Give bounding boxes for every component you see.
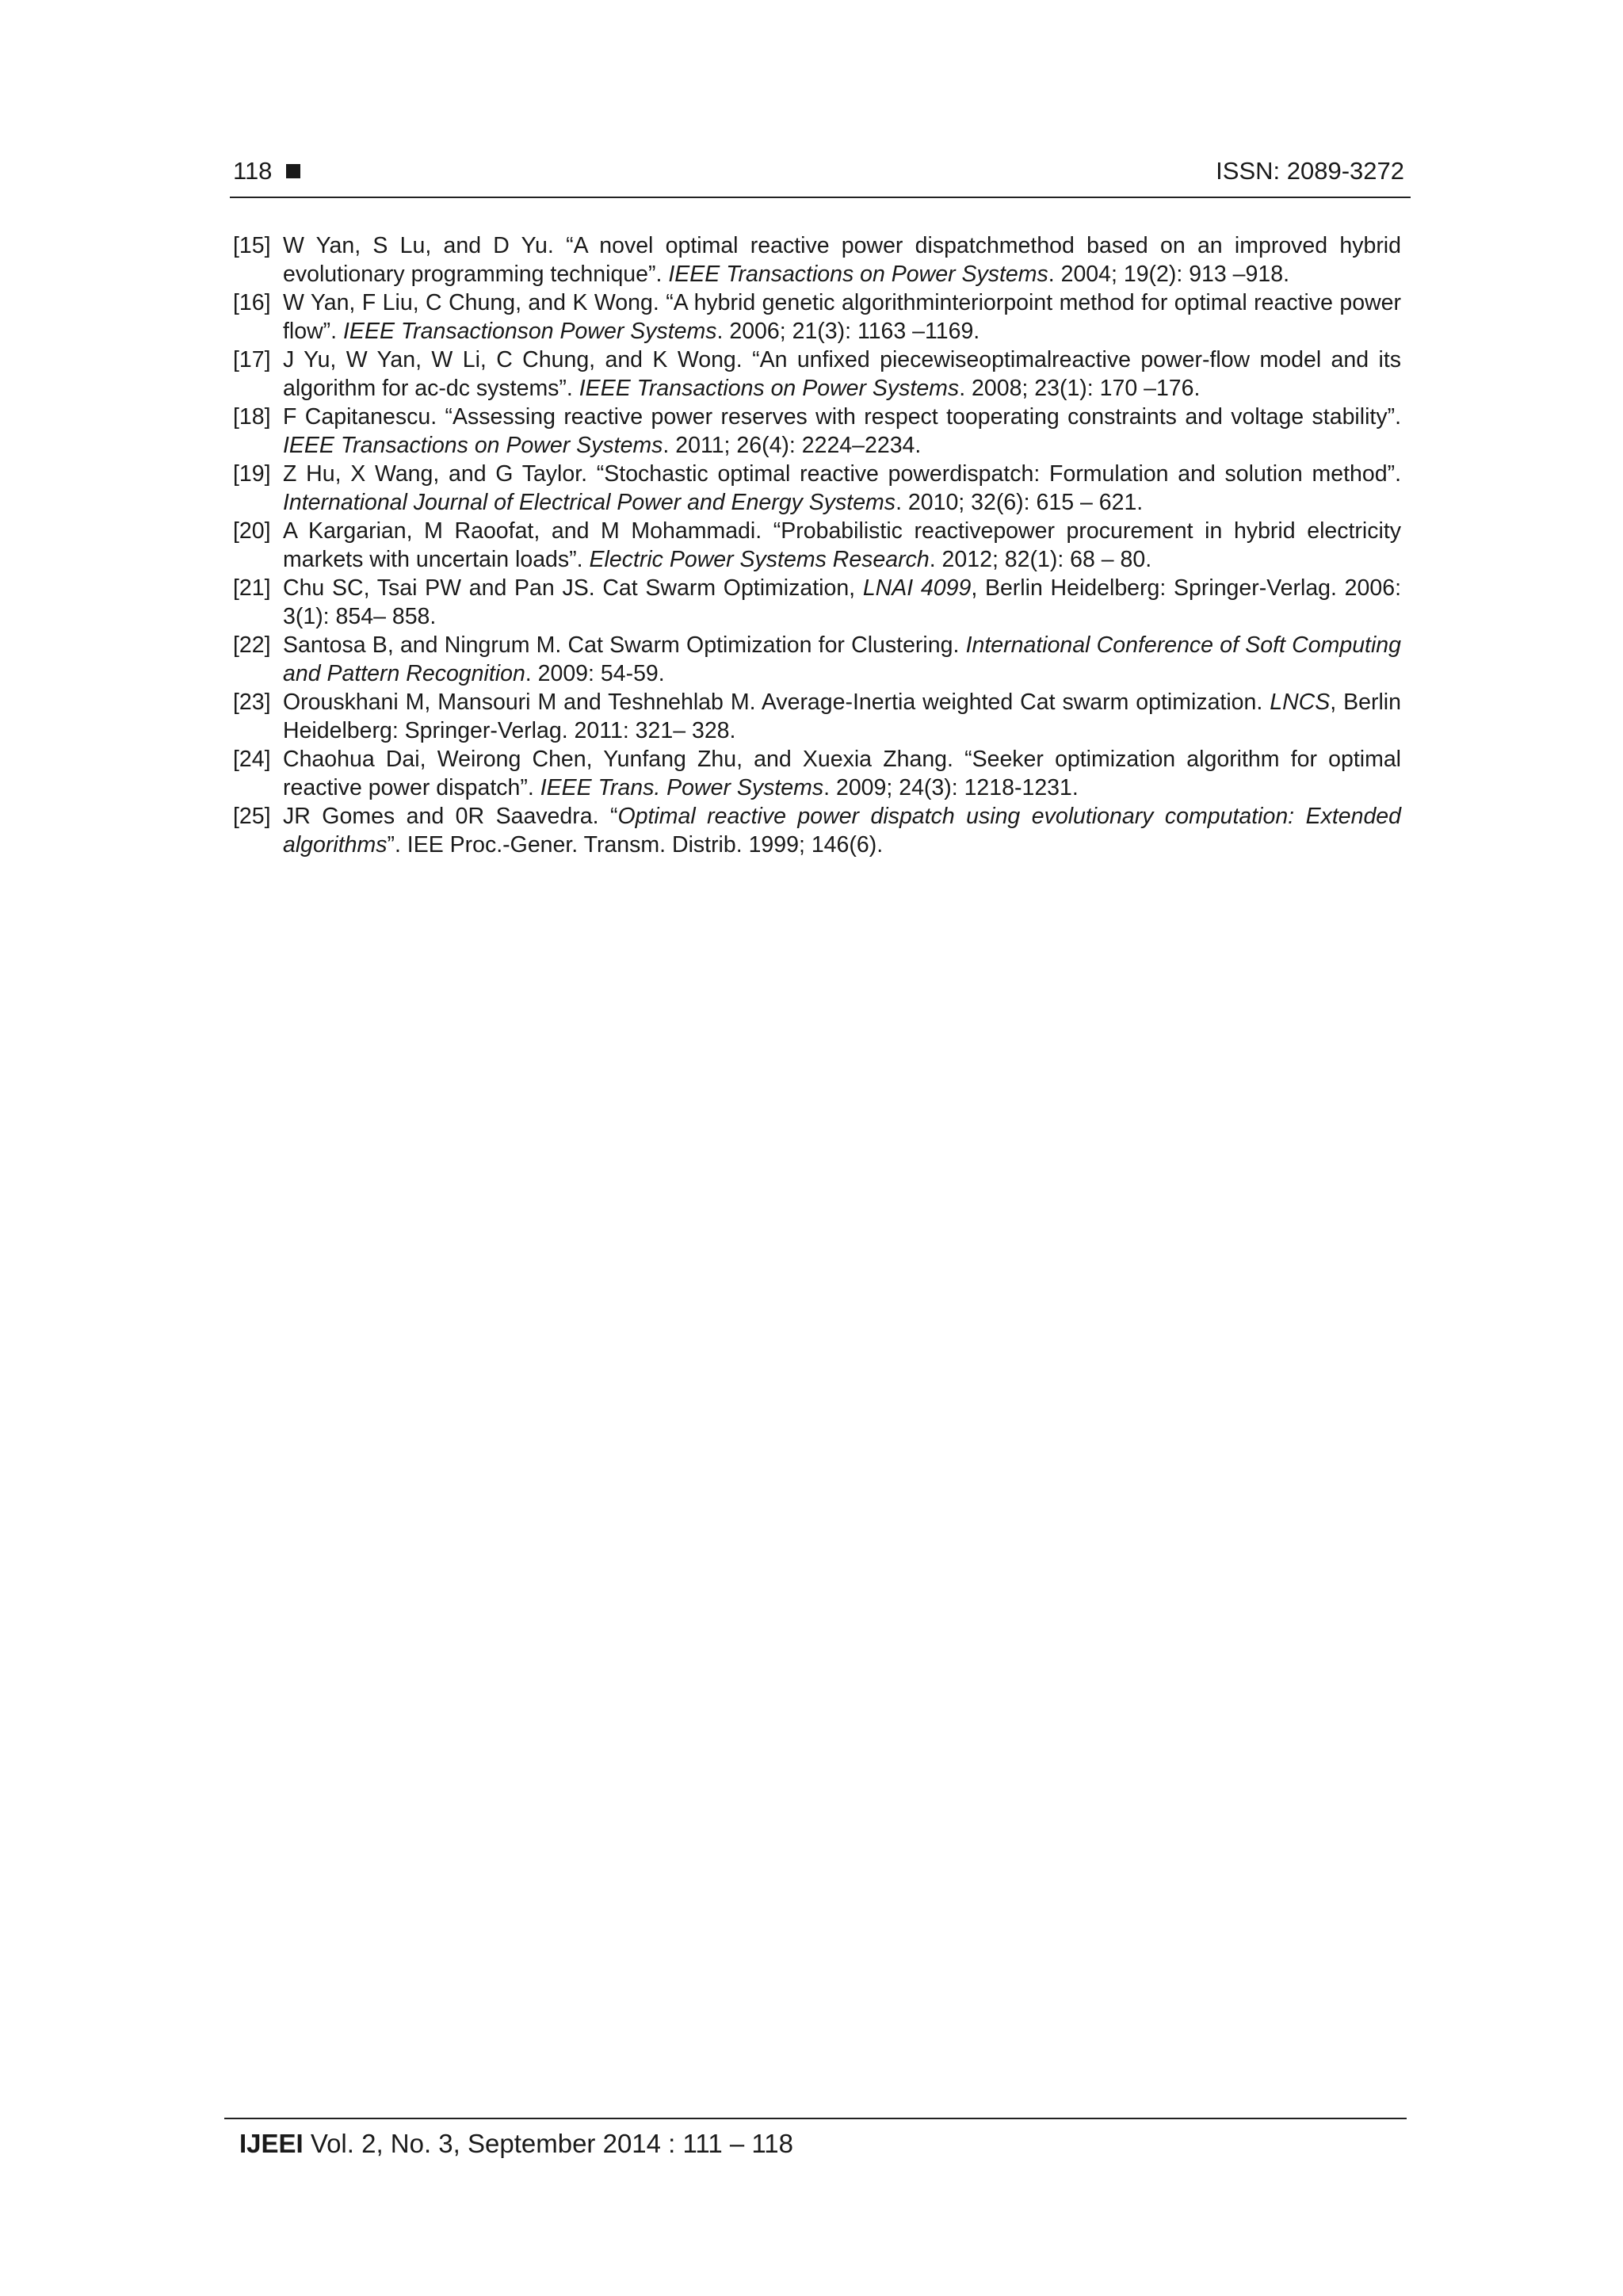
reference-list [233, 231, 1401, 859]
reference-text: , Berlin Heidelberg: Springer-Verlag. 2006: 3(1): 854– 858. [283, 575, 1401, 629]
reference-text: Z Hu, X Wang, and G Taylor. “Stochastic optimal reactive powerdispatch: Formulation and solution method”. [283, 461, 1401, 487]
reference-venue: International Journal of Electrical Power and Energy Systems [283, 490, 896, 515]
reference-item [233, 802, 1401, 859]
reference-number: [16] [233, 290, 271, 315]
reference-item [233, 574, 1401, 631]
reference-number: [22] [233, 632, 271, 658]
reference-item [233, 231, 1401, 288]
reference-text: , Berlin Heidelberg: Springer-Verlag. 2011: 321– 328. [283, 690, 1401, 743]
reference-venue: IEEE Trans. Power Systems [540, 775, 824, 800]
reference-text: . 2009: 54-59. [525, 661, 665, 686]
reference-text: . 2008; 23(1): 170 –176. [959, 376, 1201, 401]
reference-item [233, 346, 1401, 403]
reference-text: Chu SC, Tsai PW and Pan JS. Cat Swarm Optimization, [283, 575, 863, 601]
reference-venue: International Conference of Soft Computing and Pattern Recognition [283, 632, 1401, 686]
reference-text: . 2004; 19(2): 913 –918. [1048, 262, 1289, 287]
reference-number: [24] [233, 747, 271, 772]
reference-text: W Yan, F Liu, C Chung, and K Wong. “A hybrid genetic algorithminteriorpoint method for optimal reactive power flow”. [283, 290, 1401, 344]
reference-venue: IEEE Transactions on Power Systems [283, 433, 663, 458]
reference-item [233, 745, 1401, 802]
reference-venue: IEEE Transactionson Power Systems [343, 319, 717, 344]
black-square-icon [286, 164, 300, 178]
reference-venue: IEEE Transactions on Power Systems [668, 262, 1048, 287]
reference-text: W Yan, S Lu, and D Yu. “A novel optimal reactive power dispatchmethod based on an improved hybrid evolutionary programming technique”. [283, 233, 1401, 287]
reference-venue: LNCS [1270, 690, 1331, 715]
reference-venue: Optimal reactive power dispatch using evolutionary computation: Extended algorithms [283, 804, 1401, 858]
reference-number: [21] [233, 575, 271, 601]
reference-item [233, 631, 1401, 688]
page-header [230, 151, 1411, 198]
reference-item [233, 460, 1401, 517]
reference-text: ”. IEE Proc.-Gener. Transm. Distrib. 1999; 146(6). [387, 832, 884, 858]
reference-venue: IEEE Transactions on Power Systems [579, 376, 960, 401]
journal-name: IJEEI [239, 2129, 304, 2158]
reference-number: [17] [233, 347, 271, 372]
reference-venue: LNAI 4099 [862, 575, 972, 601]
reference-number: [20] [233, 518, 271, 544]
page-number [233, 157, 300, 185]
reference-number: [23] [233, 690, 271, 715]
reference-text: Chaohua Dai, Weirong Chen, Yunfang Zhu, and Xuexia Zhang. “Seeker optimization algorithm for optimal reactive power dispatch”. [283, 747, 1401, 800]
page-number-text: 118 [233, 157, 273, 185]
issn: ISSN: 2089-3272 [1216, 157, 1404, 185]
reference-text: . 2006; 21(3): 1163 –1169. [716, 319, 980, 344]
reference-text: . 2010; 32(6): 615 – 621. [896, 490, 1144, 515]
reference-item [233, 517, 1401, 574]
reference-venue: Electric Power Systems Research [589, 547, 930, 572]
reference-text: JR Gomes and 0R Saavedra. “ [283, 804, 618, 829]
reference-text: . 2012; 82(1): 68 – 80. [929, 547, 1152, 572]
reference-item [233, 288, 1401, 346]
reference-text: F Capitanescu. “Assessing reactive power reserves with respect tooperating constraints and voltage stability”. [283, 404, 1401, 430]
reference-text: . 2011; 26(4): 2224–2234. [663, 433, 922, 458]
reference-text: A Kargarian, M Raoofat, and M Mohammadi. “Probabilistic reactivepower procurement in hybrid electricity markets with uncertain loads”. [283, 518, 1401, 572]
page-footer [224, 2118, 1407, 2159]
reference-text: Orouskhani M, Mansouri M and Teshnehlab M. Average-Inertia weighted Cat swarm optimization. [283, 690, 1270, 715]
reference-item [233, 403, 1401, 460]
reference-text: . 2009; 24(3): 1218-1231. [823, 775, 1079, 800]
reference-text: J Yu, W Yan, W Li, C Chung, and K Wong. “An unfixed piecewiseoptimalreactive power-flow model and its algorithm for ac-dc systems”. [283, 347, 1401, 401]
reference-text: Santosa B, and Ningrum M. Cat Swarm Optimization for Clustering. [283, 632, 966, 658]
issue-info: Vol. 2, No. 3, September 2014 : 111 – 118 [303, 2129, 793, 2158]
reference-item [233, 688, 1401, 745]
reference-number: [19] [233, 461, 271, 487]
reference-number: [25] [233, 804, 271, 829]
reference-number: [18] [233, 404, 271, 430]
reference-number: [15] [233, 233, 271, 258]
